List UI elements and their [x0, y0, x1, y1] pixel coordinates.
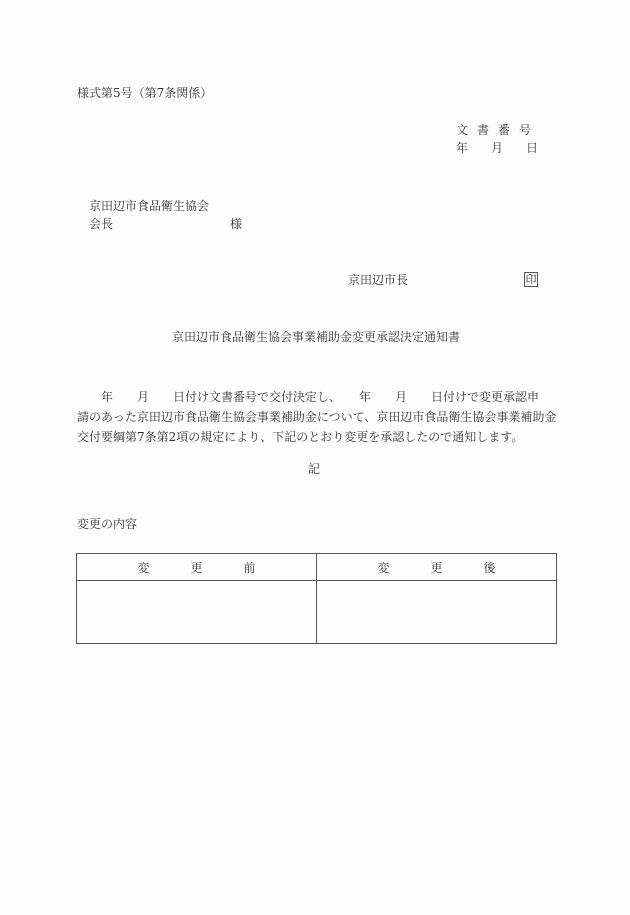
body-line: 請のあった京田辺市食品衛生協会事業補助金について、京田辺市食品衛生協会事業補助金: [77, 410, 557, 424]
body-line: 年 月 日付け文書番号で交付決定し、 年 月 日付けで変更承認申: [77, 390, 540, 404]
addressee-honorific: 様: [230, 217, 243, 231]
doc-number-char: 書: [477, 123, 490, 137]
table-header-row: [77, 554, 557, 581]
header-char: 更: [430, 560, 443, 575]
doc-number-char: 号: [519, 123, 532, 137]
issue-date: [456, 141, 538, 155]
body-line: 交付要綱第7条第2項の規定により、下記のとおり変更を承認したので通知します。: [77, 430, 524, 444]
header-char: 前: [243, 560, 256, 575]
header-char: 変: [137, 560, 150, 575]
date-month-label: 月: [491, 141, 504, 155]
header-char: 変: [377, 560, 390, 575]
doc-number-char: 文: [456, 123, 469, 137]
table-row: [77, 581, 557, 644]
doc-number-char: 番: [498, 123, 511, 137]
sender-name: 京田辺市長: [348, 273, 409, 287]
changes-table: [76, 553, 557, 644]
cell-after: [317, 581, 557, 644]
column-header-after: [317, 554, 557, 581]
section-label: 変更の内容: [77, 517, 138, 531]
document-number-label: [456, 123, 531, 137]
seal-icon: 印: [525, 273, 537, 286]
header-char: 更: [190, 560, 203, 575]
body-paragraph: [77, 387, 557, 447]
ki-heading: 記: [308, 462, 321, 476]
cell-before: [77, 581, 317, 644]
column-header-before: [77, 554, 317, 581]
addressee-title: 会長: [89, 217, 114, 231]
addressee-organization: 京田辺市食品衛生協会: [89, 199, 210, 213]
header-char: 後: [483, 560, 496, 575]
document-title: 京田辺市食品衛生協会事業補助金変更承認決定通知書: [172, 330, 461, 344]
form-label: 様式第5号（第7条関係）: [77, 86, 213, 100]
date-day-label: 日: [526, 141, 539, 155]
date-year-label: 年: [456, 141, 469, 155]
seal-mark: [524, 272, 538, 287]
